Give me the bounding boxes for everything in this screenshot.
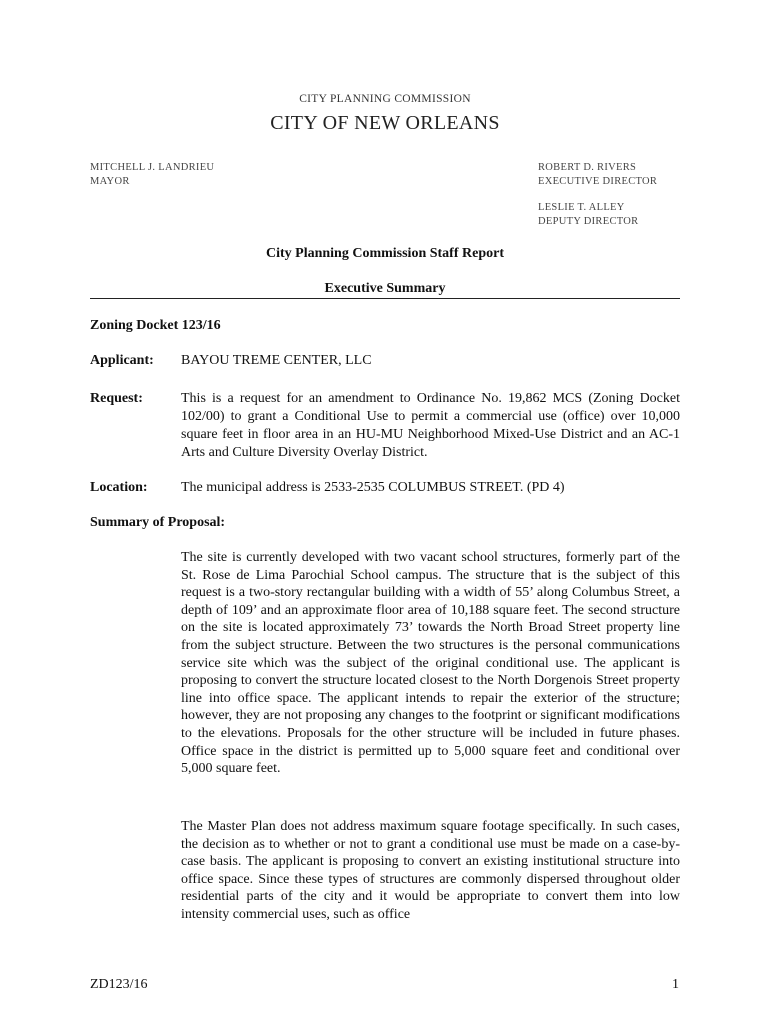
location-value: The municipal address is 2533-2535 COLUMBUS STREET. (PD 4) [181, 480, 565, 495]
zoning-docket: Zoning Docket 123/16 [90, 318, 221, 333]
request-value: This is a request for an amendment to Ordinance No. 19,862 MCS (Zoning Docket 102/00) to grant a Conditional Use to permit a commercial use (office) over 10,000 square feet in floor area in an HU-MU Neighborhood Mixed-Use District and an AC-1 Arts and Culture Diversity Overlay District. [181, 391, 680, 460]
deputy-director-name: LESLIE T. ALLEY [538, 202, 625, 213]
mayor-block [90, 161, 214, 189]
mayor-name: MITCHELL J. LANDRIEU [90, 162, 215, 173]
executive-director-title: EXECUTIVE DIRECTOR [538, 176, 658, 187]
summary-heading: Summary of Proposal: [90, 515, 226, 530]
executive-summary-heading: Executive Summary [324, 281, 446, 296]
page-number: 1 [672, 977, 679, 992]
agency-name: CITY PLANNING COMMISSION [299, 93, 471, 105]
executive-director-name: ROBERT D. RIVERS [538, 162, 637, 173]
applicant-label: Applicant: [90, 353, 154, 368]
city-name: CITY OF NEW ORLEANS [270, 112, 500, 134]
directors-block [538, 161, 657, 229]
applicant-value: BAYOU TREME CENTER, LLC [181, 353, 372, 368]
location-label: Location: [90, 480, 148, 495]
request-label: Request: [90, 391, 143, 406]
summary-paragraph: The Master Plan does not address maximum square footage specifically. In such cases, the decision as to whether or not to grant a conditional use must be made on a case-by-case basis. The applicant is proposing to convert an existing institutional structure into office space. Since these types of structures are commonly dispersed throughout older residential parts of the city and it would be appropriate to convert them into low intensity commercial uses, such as office [181, 819, 680, 922]
divider-rule [90, 298, 680, 299]
report-title: City Planning Commission Staff Report [265, 246, 504, 261]
deputy-director-title: DEPUTY DIRECTOR [538, 216, 639, 227]
mayor-title: MAYOR [90, 176, 130, 187]
summary-paragraph: The site is currently developed with two vacant school structures, formerly part of the St. Rose de Lima Parochial School campus. The structure that is the subject of this request is a two-story rectangular building with a width of 55’ along Columbus Street, a depth of 109’ and an approximate floor area of 10,188 square feet. The second structure on the site is located approximately 73’ towards the North Broad Street property line from the subject structure. Between the two structures is the personal communications service site which was the subject of the original conditional use. The applicant is proposing to convert the structure located closest to the North Dorgenois Street property line into office space. The applicant intends to repair the exterior of the structure; however, they are not proposing any changes to the footprint or significant modifications to the elevations. Proposals for the other structure will be included in future phases. Office space in the district is permitted up to 5,000 square feet and conditional over 5,000 square feet. [181, 550, 680, 777]
footer-docket: ZD123/16 [90, 977, 148, 992]
